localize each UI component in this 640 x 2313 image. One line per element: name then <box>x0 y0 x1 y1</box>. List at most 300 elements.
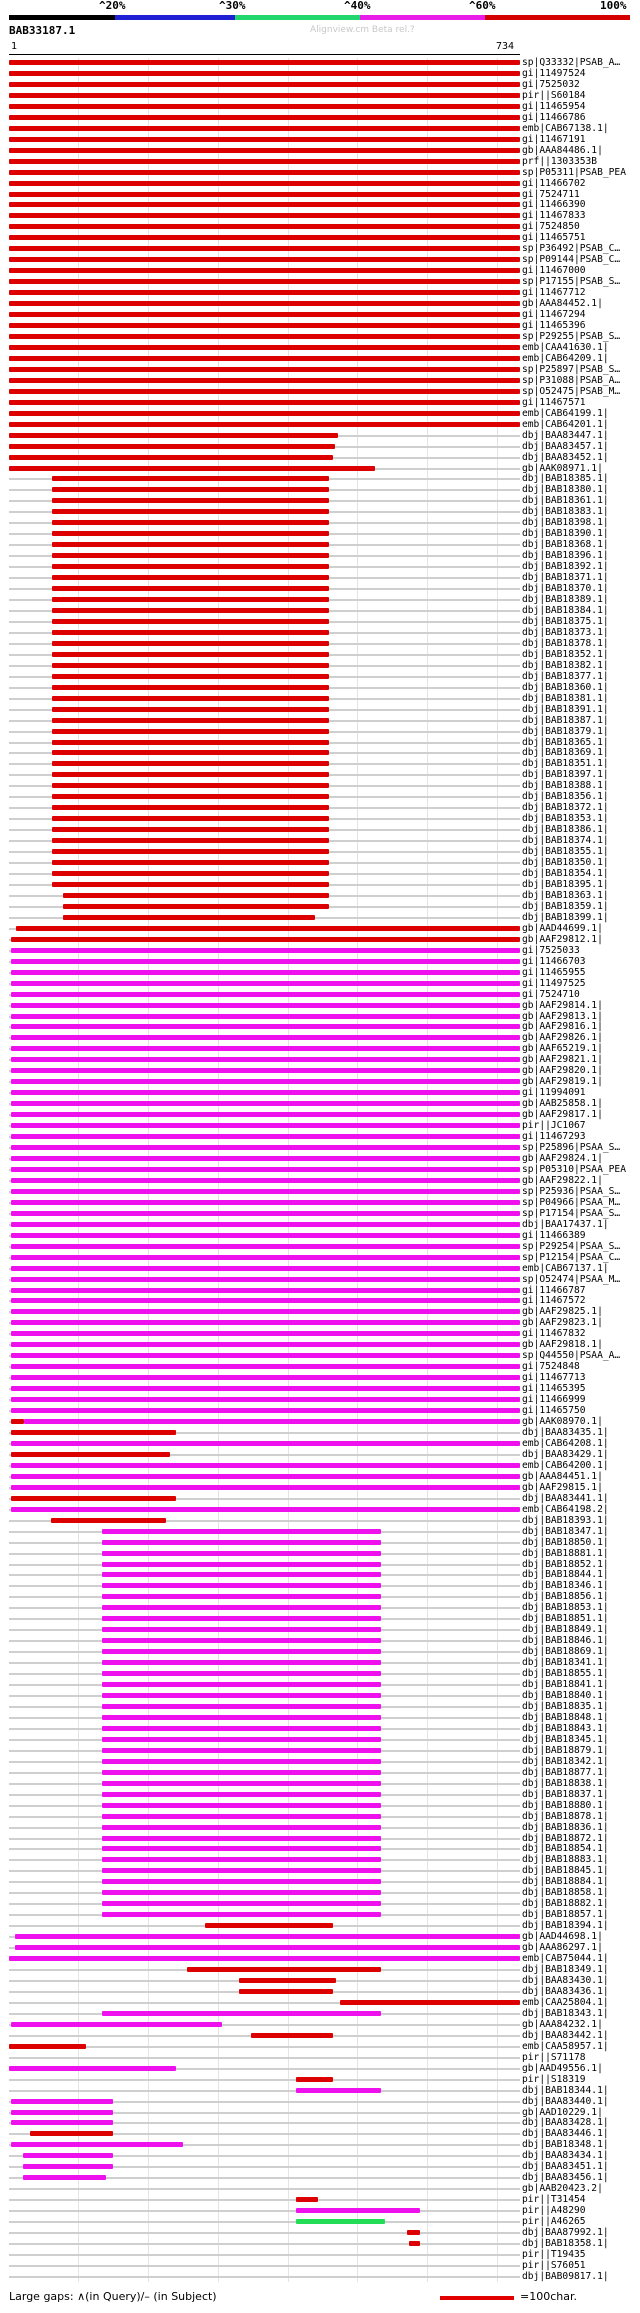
hit-segment[interactable] <box>52 520 329 525</box>
hit-accession-link[interactable]: dbj|BAB18384.1| <box>522 605 609 616</box>
hit-segment[interactable] <box>11 2099 113 2104</box>
hit-accession-link[interactable]: gb|AAD49556.1| <box>522 2062 603 2074</box>
hit-segment[interactable] <box>52 575 329 580</box>
hit-accession-link[interactable]: gb|AAB25858.1| <box>522 1098 603 1110</box>
hit-accession-link[interactable]: emb|CAB64198.2| <box>522 1503 609 1515</box>
hit-segment[interactable] <box>296 2219 385 2224</box>
hit-accession-link[interactable]: dbj|BAB18349.1| <box>522 1964 609 1976</box>
hit-accession-link[interactable]: gi|11466999 <box>522 1394 586 1406</box>
hit-accession-link[interactable]: dbj|BAA83451.1| <box>522 2161 609 2173</box>
hit-accession-link[interactable]: gb|AAK08971.1| <box>522 462 603 474</box>
hit-segment[interactable] <box>9 334 520 339</box>
hit-accession-link[interactable]: dbj|BAB18387.1| <box>522 714 609 726</box>
hit-accession-link[interactable]: dbj|BAB18355.1| <box>522 846 609 858</box>
hit-accession-link[interactable]: emb|CAB67137.1| <box>522 1262 609 1274</box>
hit-segment[interactable] <box>102 1846 381 1851</box>
hit-segment[interactable] <box>11 992 520 997</box>
hit-segment[interactable] <box>251 2033 333 2038</box>
hit-segment[interactable] <box>102 1912 381 1917</box>
hit-accession-link[interactable]: dbj|BAB18344.1| <box>522 2084 609 2096</box>
hit-segment[interactable] <box>11 1068 520 1073</box>
hit-accession-link[interactable]: dbj|BAB18841.1| <box>522 1679 609 1691</box>
hit-segment[interactable] <box>187 1967 381 1972</box>
hit-accession-link[interactable]: emb|CAB64208.1| <box>522 1437 609 1449</box>
hit-segment[interactable] <box>102 1737 381 1742</box>
hit-accession-link[interactable]: gb|AAF29820.1| <box>522 1065 603 1077</box>
hit-accession-link[interactable]: gi|11467713 <box>522 1372 586 1384</box>
hit-accession-link[interactable]: dbj|BAB18361.1| <box>522 495 609 507</box>
hit-segment[interactable] <box>9 389 520 394</box>
hit-accession-link[interactable]: emb|CAA25804.1| <box>522 1996 609 2008</box>
hit-accession-link[interactable]: gb|AAA84452.1| <box>522 298 603 310</box>
hit-segment[interactable] <box>52 838 329 843</box>
hit-segment[interactable] <box>52 696 329 701</box>
hit-segment[interactable] <box>23 2153 114 2158</box>
hit-segment[interactable] <box>102 1540 381 1545</box>
hit-segment[interactable] <box>52 476 329 481</box>
hit-segment[interactable] <box>52 750 329 755</box>
hit-accession-link[interactable]: dbj|BAB18398.1| <box>522 517 609 529</box>
hit-accession-link[interactable]: gb|AAD44699.1| <box>522 922 603 934</box>
hit-segment[interactable] <box>51 1518 167 1523</box>
hit-accession-link[interactable]: gi|7524711 <box>522 188 580 200</box>
hit-segment[interactable] <box>23 2164 114 2169</box>
hit-segment[interactable] <box>9 115 520 120</box>
hit-segment[interactable] <box>102 1803 381 1808</box>
hit-accession-link[interactable]: dbj|BAB18849.1| <box>522 1624 609 1636</box>
hit-segment[interactable] <box>15 1934 520 1939</box>
hit-segment[interactable] <box>11 1167 520 1172</box>
hit-accession-link[interactable]: dbj|BAB18365.1| <box>522 736 609 748</box>
hit-segment[interactable] <box>102 1814 381 1819</box>
hit-accession-link[interactable]: dbj|BAB18397.1| <box>522 769 609 781</box>
hit-accession-link[interactable]: gi|11467000 <box>522 265 586 277</box>
hit-segment[interactable] <box>9 433 338 438</box>
hit-accession-link[interactable]: dbj|BAB18880.1| <box>522 1799 609 1811</box>
hit-accession-link[interactable]: emb|CAA41630.1| <box>522 341 609 353</box>
hit-accession-link[interactable]: pir||T19435 <box>522 2249 586 2260</box>
hit-segment[interactable] <box>11 1057 520 1062</box>
hit-accession-link[interactable]: dbj|BAB18379.1| <box>522 725 609 737</box>
hit-accession-link[interactable]: gb|AAK08970.1| <box>522 1416 603 1428</box>
hit-segment[interactable] <box>9 279 520 284</box>
hit-segment[interactable] <box>11 1145 520 1150</box>
hit-accession-link[interactable]: dbj|BAB18872.1| <box>522 1832 609 1844</box>
hit-accession-link[interactable]: dbj|BAB18845.1| <box>522 1865 609 1877</box>
hit-segment[interactable] <box>52 608 329 613</box>
hit-accession-link[interactable]: dbj|BAB18356.1| <box>522 791 609 803</box>
hit-segment[interactable] <box>9 466 375 471</box>
hit-accession-link[interactable]: gi|11497525 <box>522 977 586 989</box>
hit-accession-link[interactable]: gi|7525032 <box>522 78 580 90</box>
hit-accession-link[interactable]: dbj|BAB18375.1| <box>522 615 609 627</box>
hit-accession-link[interactable]: gi|11467294 <box>522 309 586 321</box>
hit-segment[interactable] <box>9 400 520 405</box>
hit-segment[interactable] <box>11 1211 520 1216</box>
hit-accession-link[interactable]: dbj|BAA83446.1| <box>522 2128 609 2140</box>
hit-segment[interactable] <box>296 2197 318 2202</box>
hit-accession-link[interactable]: dbj|BAB18373.1| <box>522 626 609 638</box>
hit-accession-link[interactable]: dbj|BAB18388.1| <box>522 780 609 792</box>
hit-accession-link[interactable]: gi|7524850 <box>522 221 580 233</box>
hit-accession-link[interactable]: sp|P36492|PSAB_C… <box>522 243 621 255</box>
hit-accession-link[interactable]: dbj|BAA83457.1| <box>522 440 609 452</box>
hit-accession-link[interactable]: gb|AAF29822.1| <box>522 1174 603 1186</box>
hit-segment[interactable] <box>9 148 520 153</box>
hit-segment[interactable] <box>11 1342 520 1347</box>
hit-accession-link[interactable]: dbj|BAB18348.1| <box>522 2139 609 2151</box>
hit-segment[interactable] <box>9 345 520 350</box>
hit-accession-link[interactable]: sp|P25896|PSAA_S… <box>522 1142 621 1154</box>
hit-accession-link[interactable]: dbj|BAB18359.1| <box>522 900 609 912</box>
hit-accession-link[interactable]: dbj|BAB18350.1| <box>522 857 609 869</box>
hit-accession-link[interactable]: dbj|BAB18358.1| <box>522 2238 609 2250</box>
hit-accession-link[interactable]: dbj|BAA17437.1| <box>522 1218 609 1230</box>
hit-segment[interactable] <box>11 1178 520 1183</box>
hit-accession-link[interactable]: emb|CAA58957.1| <box>522 2040 609 2052</box>
hit-segment[interactable] <box>102 1583 381 1588</box>
hit-segment[interactable] <box>102 1890 381 1895</box>
hit-accession-link[interactable]: pir||S18319 <box>522 2073 586 2085</box>
hit-accession-link[interactable]: dbj|BAB18386.1| <box>522 824 609 836</box>
hit-accession-link[interactable]: dbj|BAB18394.1| <box>522 1920 609 1932</box>
hit-segment[interactable] <box>11 1123 520 1128</box>
hit-accession-link[interactable]: gb|AAF29815.1| <box>522 1481 603 1493</box>
hit-segment[interactable] <box>9 137 520 142</box>
hit-segment[interactable] <box>52 685 329 690</box>
hit-accession-link[interactable]: gi|11465954 <box>522 100 586 112</box>
hit-segment[interactable] <box>52 783 329 788</box>
hit-accession-link[interactable]: dbj|BAA83435.1| <box>522 1427 609 1438</box>
hit-segment[interactable] <box>9 2044 86 2049</box>
hit-accession-link[interactable]: dbj|BAA83456.1| <box>522 2172 609 2184</box>
hit-segment[interactable] <box>11 1320 520 1325</box>
hit-segment[interactable] <box>11 1353 520 1358</box>
hit-segment[interactable] <box>296 2077 334 2082</box>
hit-accession-link[interactable]: dbj|BAB18383.1| <box>522 506 609 518</box>
hit-segment[interactable] <box>52 882 329 887</box>
hit-accession-link[interactable]: dbj|BAB18836.1| <box>522 1821 609 1833</box>
hit-segment[interactable] <box>11 1035 520 1040</box>
hit-accession-link[interactable]: dbj|BAB18848.1| <box>522 1711 609 1723</box>
hit-accession-link[interactable]: dbj|BAB18342.1| <box>522 1755 609 1767</box>
hit-segment[interactable] <box>9 378 520 383</box>
hit-accession-link[interactable]: gb|AAF29819.1| <box>522 1076 603 1088</box>
hit-accession-link[interactable]: dbj|BAB18844.1| <box>522 1569 609 1581</box>
hit-segment[interactable] <box>24 1419 520 1424</box>
hit-accession-link[interactable]: dbj|BAB18345.1| <box>522 1733 609 1745</box>
hit-segment[interactable] <box>9 126 520 131</box>
hit-segment[interactable] <box>102 1693 381 1698</box>
hit-segment[interactable] <box>52 542 329 547</box>
hit-accession-link[interactable]: gi|7524848 <box>522 1361 580 1373</box>
hit-segment[interactable] <box>23 2175 107 2180</box>
hit-segment[interactable] <box>9 1956 520 1961</box>
hit-accession-link[interactable]: dbj|BAB18346.1| <box>522 1580 609 1592</box>
hit-accession-link[interactable]: dbj|BAB18391.1| <box>522 703 609 715</box>
hit-accession-link[interactable]: dbj|BAB18846.1| <box>522 1635 609 1647</box>
hit-accession-link[interactable]: dbj|BAB18363.1| <box>522 889 609 901</box>
hit-segment[interactable] <box>52 871 329 876</box>
hit-segment[interactable] <box>9 301 520 306</box>
hit-accession-link[interactable]: sp|O52475|PSAB_M… <box>522 385 621 397</box>
hit-accession-link[interactable]: dbj|BAB18380.1| <box>522 484 609 496</box>
hit-segment[interactable] <box>102 1748 381 1753</box>
hit-accession-link[interactable]: dbj|BAA83436.1| <box>522 1985 609 1997</box>
hit-accession-link[interactable]: gb|AAF29818.1| <box>522 1339 603 1351</box>
hit-accession-link[interactable]: gi|11497524 <box>522 67 586 79</box>
hit-segment[interactable] <box>9 202 520 207</box>
hit-segment[interactable] <box>9 60 520 65</box>
hit-segment[interactable] <box>11 1485 520 1490</box>
hit-segment[interactable] <box>11 1452 170 1457</box>
hit-segment[interactable] <box>52 740 329 745</box>
hit-accession-link[interactable]: sp|P17155|PSAB_S… <box>522 276 621 288</box>
hit-segment[interactable] <box>9 82 520 87</box>
hit-segment[interactable] <box>52 652 329 657</box>
hit-segment[interactable] <box>52 827 329 832</box>
hit-accession-link[interactable]: sp|Q33332|PSAB_A… <box>522 57 621 68</box>
hit-accession-link[interactable]: gb|AAF29824.1| <box>522 1153 603 1164</box>
hit-segment[interactable] <box>11 1364 520 1369</box>
hit-accession-link[interactable]: dbj|BAB18884.1| <box>522 1876 609 1888</box>
hit-accession-link[interactable]: dbj|BAB18360.1| <box>522 681 609 693</box>
hit-segment[interactable] <box>52 509 329 514</box>
hit-accession-link[interactable]: dbj|BAB18390.1| <box>522 528 609 540</box>
hit-accession-link[interactable]: dbj|BAB18879.1| <box>522 1744 609 1756</box>
hit-segment[interactable] <box>102 1649 381 1654</box>
hit-accession-link[interactable]: prf||1303353B <box>522 155 598 167</box>
hit-segment[interactable] <box>102 1660 381 1665</box>
hit-accession-link[interactable]: gi|11994091 <box>522 1087 586 1099</box>
hit-segment[interactable] <box>296 2088 381 2093</box>
hit-accession-link[interactable]: gi|11465955 <box>522 966 586 978</box>
hit-segment[interactable] <box>11 1397 520 1402</box>
hit-accession-link[interactable]: pir||S71178 <box>522 2051 586 2063</box>
hit-segment[interactable] <box>52 849 329 854</box>
hit-accession-link[interactable]: dbj|BAB18858.1| <box>522 1887 609 1899</box>
hit-segment[interactable] <box>16 926 520 931</box>
hit-segment[interactable] <box>102 1638 381 1643</box>
hit-accession-link[interactable]: pir||T31454 <box>522 2194 586 2206</box>
hit-accession-link[interactable]: dbj|BAB18347.1| <box>522 1525 609 1537</box>
hit-accession-link[interactable]: pir||A48290 <box>522 2205 586 2217</box>
hit-accession-link[interactable]: sp|P05310|PSAA_PEA <box>522 1163 626 1175</box>
hit-segment[interactable] <box>52 531 329 536</box>
hit-segment[interactable] <box>11 1331 520 1336</box>
hit-accession-link[interactable]: gb|AAA84451.1| <box>522 1470 603 1482</box>
hit-accession-link[interactable]: dbj|BAB18852.1| <box>522 1558 609 1570</box>
hit-segment[interactable] <box>11 1024 520 1029</box>
hit-segment[interactable] <box>52 674 329 679</box>
hit-segment[interactable] <box>9 235 520 240</box>
hit-accession-link[interactable]: gi|11467191 <box>522 133 586 145</box>
hit-accession-link[interactable]: dbj|BAB18382.1| <box>522 659 609 671</box>
hit-accession-link[interactable]: dbj|BAB18393.1| <box>522 1514 609 1526</box>
hit-accession-link[interactable]: dbj|BAB18395.1| <box>522 879 609 890</box>
hit-accession-link[interactable]: dbj|BAB18396.1| <box>522 550 609 562</box>
hit-accession-link[interactable]: dbj|BAB18371.1| <box>522 572 609 584</box>
hit-segment[interactable] <box>11 1101 520 1106</box>
hit-segment[interactable] <box>11 1079 520 1084</box>
hit-segment[interactable] <box>9 323 520 328</box>
hit-segment[interactable] <box>52 794 329 799</box>
hit-segment[interactable] <box>9 181 520 186</box>
hit-segment[interactable] <box>239 1989 333 1994</box>
hit-accession-link[interactable]: dbj|BAB18855.1| <box>522 1668 609 1680</box>
hit-segment[interactable] <box>11 1474 520 1479</box>
hit-accession-link[interactable]: gb|AAF29821.1| <box>522 1054 603 1066</box>
hit-accession-link[interactable]: sp|O52474|PSAA_M… <box>522 1273 621 1285</box>
hit-segment[interactable] <box>102 2011 381 2016</box>
hit-segment[interactable] <box>102 1704 381 1709</box>
hit-accession-link[interactable]: pir||S60184 <box>522 89 586 101</box>
hit-accession-link[interactable]: gi|11465751 <box>522 232 586 244</box>
hit-segment[interactable] <box>102 1605 381 1610</box>
hit-segment[interactable] <box>102 1562 381 1567</box>
hit-segment[interactable] <box>102 1572 381 1577</box>
hit-accession-link[interactable]: gi|11467571 <box>522 396 586 408</box>
hit-segment[interactable] <box>11 970 520 975</box>
hit-accession-link[interactable]: gi|11467832 <box>522 1328 586 1340</box>
hit-accession-link[interactable]: gi|11466390 <box>522 199 586 211</box>
hit-segment[interactable] <box>11 1408 520 1413</box>
hit-segment[interactable] <box>102 1792 381 1797</box>
hit-accession-link[interactable]: dbj|BAB18837.1| <box>522 1788 609 1800</box>
hit-accession-link[interactable]: gi|11466702 <box>522 177 586 189</box>
hit-accession-link[interactable]: dbj|BAA83434.1| <box>522 2150 609 2162</box>
hit-segment[interactable] <box>52 619 329 624</box>
hit-accession-link[interactable]: dbj|BAB18854.1| <box>522 1843 609 1855</box>
hit-segment[interactable] <box>102 1836 381 1841</box>
hit-accession-link[interactable]: dbj|BAB18840.1| <box>522 1690 609 1702</box>
hit-accession-link[interactable]: gi|11465396 <box>522 320 586 332</box>
hit-accession-link[interactable]: gb|AAF29812.1| <box>522 933 603 945</box>
hit-accession-link[interactable]: dbj|BAB18353.1| <box>522 813 609 825</box>
hit-segment[interactable] <box>9 290 520 295</box>
hit-segment[interactable] <box>52 641 329 646</box>
hit-accession-link[interactable]: gb|AAA84232.1| <box>522 2018 603 2030</box>
hit-accession-link[interactable]: dbj|BAA83447.1| <box>522 429 609 441</box>
hit-accession-link[interactable]: dbj|BAA83440.1| <box>522 2095 609 2107</box>
hit-segment[interactable] <box>52 816 329 821</box>
hit-accession-link[interactable]: gi|7524710 <box>522 988 580 1000</box>
hit-accession-link[interactable]: gb|AAF29826.1| <box>522 1032 603 1044</box>
hit-accession-link[interactable]: dbj|BAB18351.1| <box>522 758 609 770</box>
hit-accession-link[interactable]: gb|AAF29817.1| <box>522 1109 603 1121</box>
hit-accession-link[interactable]: gb|AAA84486.1| <box>522 144 603 156</box>
hit-accession-link[interactable]: gb|AAA86297.1| <box>522 1942 603 1954</box>
hit-accession-link[interactable]: dbj|BAB18878.1| <box>522 1810 609 1822</box>
hit-segment[interactable] <box>11 1112 520 1117</box>
hit-segment[interactable] <box>11 1266 520 1271</box>
hit-segment[interactable] <box>9 411 520 416</box>
hit-accession-link[interactable]: emb|CAB75044.1| <box>522 1953 609 1965</box>
hit-accession-link[interactable]: sp|P05311|PSAB_PEA <box>522 166 626 178</box>
hit-accession-link[interactable]: pir||S76051 <box>522 2259 586 2271</box>
hit-segment[interactable] <box>11 1463 520 1468</box>
hit-accession-link[interactable]: dbj|BAB18850.1| <box>522 1536 609 1548</box>
hit-segment[interactable] <box>11 1156 520 1161</box>
hit-segment[interactable] <box>205 1923 333 1928</box>
hit-segment[interactable] <box>11 937 520 942</box>
hit-segment[interactable] <box>11 1255 520 1260</box>
hit-segment[interactable] <box>11 2142 183 2147</box>
hit-accession-link[interactable]: gi|11465750 <box>522 1405 586 1417</box>
hit-accession-link[interactable]: dbj|BAA87992.1| <box>522 2227 609 2239</box>
hit-accession-link[interactable]: dbj|BAB18341.1| <box>522 1657 609 1669</box>
hit-accession-link[interactable]: gb|AAD10229.1| <box>522 2106 603 2118</box>
hit-segment[interactable] <box>9 192 520 197</box>
hit-accession-link[interactable]: dbj|BAB18882.1| <box>522 1898 609 1910</box>
hit-accession-link[interactable]: sp|P12154|PSAA_C… <box>522 1251 621 1263</box>
hit-accession-link[interactable]: sp|P04966|PSAA_M… <box>522 1196 621 1208</box>
hit-accession-link[interactable]: gi|11467572 <box>522 1295 586 1307</box>
hit-segment[interactable] <box>407 2230 420 2235</box>
hit-accession-link[interactable]: gb|AAF29816.1| <box>522 1021 603 1033</box>
hit-segment[interactable] <box>102 1594 381 1599</box>
hit-segment[interactable] <box>11 948 520 953</box>
hit-segment[interactable] <box>11 1288 520 1293</box>
hit-accession-link[interactable]: dbj|BAB18354.1| <box>522 868 609 880</box>
hit-segment[interactable] <box>9 93 520 98</box>
hit-accession-link[interactable]: gi|11467833 <box>522 210 586 222</box>
hit-segment[interactable] <box>102 1759 381 1764</box>
hit-accession-link[interactable]: dbj|BAB18378.1| <box>522 637 609 649</box>
hit-segment[interactable] <box>11 981 520 986</box>
hit-accession-link[interactable]: dbj|BAB18352.1| <box>522 648 609 660</box>
hit-segment[interactable] <box>11 1298 520 1303</box>
hit-segment[interactable] <box>11 1014 520 1019</box>
hit-accession-link[interactable]: dbj|BAB18835.1| <box>522 1701 609 1712</box>
hit-accession-link[interactable]: gi|11467712 <box>522 287 586 299</box>
hit-segment[interactable] <box>11 1090 520 1095</box>
hit-accession-link[interactable]: dbj|BAB18883.1| <box>522 1854 609 1866</box>
hit-segment[interactable] <box>11 2110 113 2115</box>
hit-segment[interactable] <box>11 1430 176 1435</box>
hit-segment[interactable] <box>102 1616 381 1621</box>
hit-segment[interactable] <box>11 2120 113 2125</box>
hit-segment[interactable] <box>11 1134 520 1139</box>
hit-segment[interactable] <box>11 1277 520 1282</box>
hit-segment[interactable] <box>102 1551 381 1556</box>
hit-accession-link[interactable]: emb|CAB64200.1| <box>522 1459 609 1471</box>
hit-accession-link[interactable]: gb|AAF29814.1| <box>522 999 603 1011</box>
hit-accession-link[interactable]: dbj|BAB18385.1| <box>522 473 609 485</box>
hit-segment[interactable] <box>11 1222 520 1227</box>
hit-accession-link[interactable]: gi|11466389 <box>522 1229 586 1241</box>
hit-segment[interactable] <box>11 1046 520 1051</box>
hit-accession-link[interactable]: gi|11466787 <box>522 1284 586 1296</box>
hit-segment[interactable] <box>9 213 520 218</box>
hit-segment[interactable] <box>102 1879 381 1884</box>
hit-segment[interactable] <box>52 860 329 865</box>
hit-segment[interactable] <box>11 1496 176 1501</box>
hit-accession-link[interactable]: dbj|BAA83429.1| <box>522 1448 609 1460</box>
hit-accession-link[interactable]: gi|7525033 <box>522 944 580 956</box>
hit-accession-link[interactable]: dbj|BAB09817.1| <box>522 2270 609 2282</box>
hit-segment[interactable] <box>9 268 520 273</box>
hit-segment[interactable] <box>102 1825 381 1830</box>
hit-segment[interactable] <box>11 1309 520 1314</box>
hit-accession-link[interactable]: dbj|BAB18851.1| <box>522 1613 609 1625</box>
hit-accession-link[interactable]: sp|P25936|PSAA_S… <box>522 1185 621 1197</box>
hit-segment[interactable] <box>11 1419 24 1424</box>
hit-accession-link[interactable]: sp|P25897|PSAB_S… <box>522 363 621 375</box>
hit-accession-link[interactable]: dbj|BAB18343.1| <box>522 2007 609 2019</box>
hit-accession-link[interactable]: dbj|BAB18838.1| <box>522 1777 609 1789</box>
hit-segment[interactable] <box>102 1781 381 1786</box>
